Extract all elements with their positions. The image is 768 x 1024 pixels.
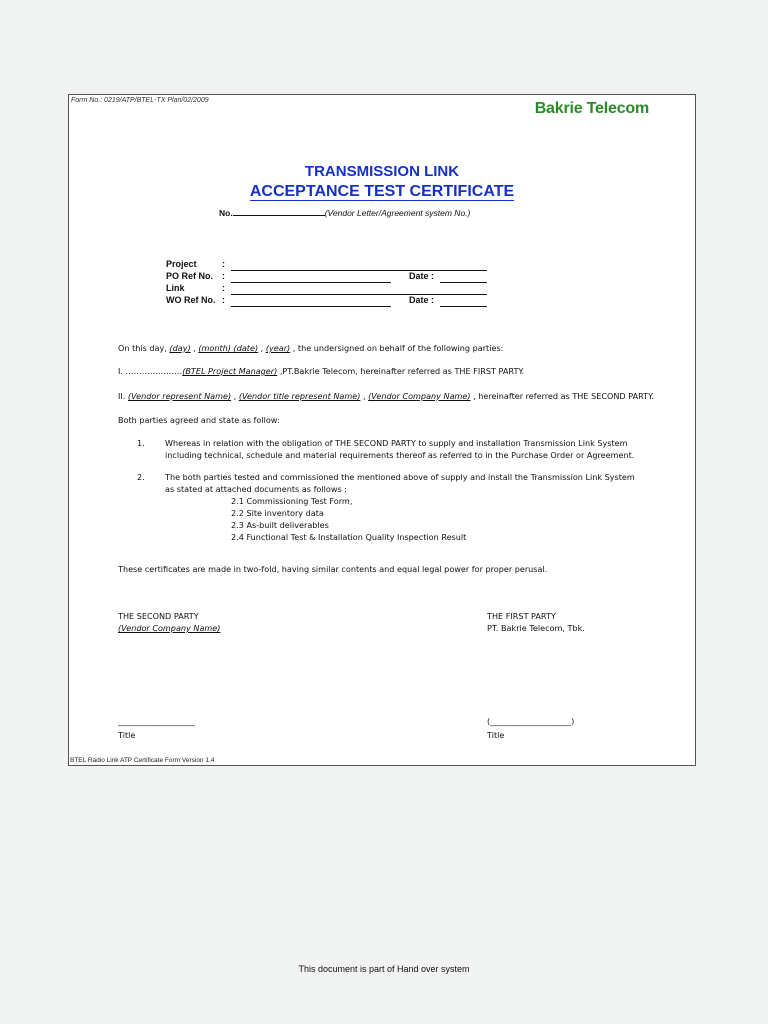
po-date-field[interactable]	[440, 282, 487, 283]
certificates-statement: These certificates are made in two-fold, having similar contents and equal legal power for proper perusal.	[118, 564, 548, 574]
second-party-suffix: , hereinafter referred as THE SECOND PARTY.	[470, 391, 654, 401]
attachment-item-2-4: 2.4 Functional Test & Installation Quality Inspection Result	[231, 532, 467, 542]
bakrie-telecom-logo: Bakrie Telecom	[534, 100, 649, 117]
form-number: Form No.: 0219/ATP/BTEL-TX Plan/02/2009	[71, 97, 209, 104]
vendor-company-placeholder: (Vendor Company Name)	[368, 391, 471, 401]
first-party-signature-line[interactable]: (____________________)	[487, 716, 575, 726]
second-party-signature-line[interactable]: ___________________	[118, 716, 195, 726]
first-party-title: Title	[487, 730, 505, 740]
item-2-number: 2.	[137, 472, 145, 482]
attachment-item-2-2: 2.2 Site inventory data	[231, 508, 324, 518]
first-party-line	[118, 366, 524, 376]
wo-ref-field[interactable]	[231, 306, 391, 307]
project-field[interactable]	[231, 270, 487, 271]
po-ref-colon: :	[222, 271, 225, 281]
wo-date-label: Date :	[409, 295, 435, 305]
wo-ref-label: WO Ref No.	[166, 295, 216, 305]
first-party-heading: THE FIRST PARTY	[487, 611, 556, 621]
intro-sep-2: ,	[258, 343, 266, 353]
handover-note: This document is part of Hand over system	[298, 964, 470, 974]
doc-no-blank	[233, 207, 325, 216]
po-date-label: Date :	[409, 271, 435, 281]
vendor-title-placeholder: (Vendor title represent Name)	[238, 391, 361, 401]
item-1-number: 1.	[137, 438, 145, 448]
item-1-line-1: Whereas in relation with the obligation of THE SECOND PARTY to supply and installation Transmission Link System	[165, 438, 628, 448]
wo-ref-colon: :	[222, 295, 225, 305]
attachment-item-2-1: 2.1 Commissioning Test Form,	[231, 496, 353, 506]
vendor-name-placeholder: (Vendor represent Name)	[127, 391, 232, 401]
doc-no-hint: (Vendor Letter/Agreement system No.)	[324, 208, 471, 218]
po-ref-field[interactable]	[231, 282, 391, 283]
first-party-company: PT. Bakrie Telecom, Tbk.	[487, 623, 585, 633]
wo-date-field[interactable]	[440, 306, 487, 307]
second-party-title: Title	[118, 730, 136, 740]
intro-paragraph	[118, 343, 503, 353]
link-field[interactable]	[231, 294, 487, 295]
item-1-line-2: including technical, schedule and material requirements thereof as referred to in the Purchase Order or Agreement.	[165, 450, 635, 460]
second-party-company	[118, 623, 220, 633]
second-party-line	[118, 391, 654, 401]
form-version: BTEL Radio Link ATP Certificate Form Version 1.4	[70, 757, 215, 764]
attachment-item-2-3: 2.3 As-built deliverables	[231, 520, 329, 530]
second-party-company-text: (Vendor Company Name)	[118, 623, 221, 633]
item-2-line-1: The both parties tested and commissioned the mentioned above of supply and install the Transmission Link System	[165, 472, 635, 482]
day-placeholder: (day)	[169, 343, 191, 353]
intro-sep-1: ,	[190, 343, 199, 353]
title-line-1: TRANSMISSION LINK	[304, 163, 460, 180]
document-number	[219, 207, 470, 218]
second-party-sep-2: ,	[360, 391, 369, 401]
first-party-prefix: I. …………………	[118, 366, 183, 376]
certificate-page	[68, 94, 696, 766]
second-party-prefix: II.	[118, 391, 128, 401]
link-label: Link	[166, 283, 185, 293]
agreed-statement: Both parties agreed and state as follow:	[118, 415, 280, 425]
title-line-2	[69, 183, 695, 201]
doc-no-label: No.	[219, 208, 233, 218]
intro-prefix: On this day,	[118, 343, 170, 353]
project-label: Project	[166, 259, 197, 269]
intro-suffix: , the undersigned on behalf of the following parties:	[290, 343, 504, 353]
second-party-sep-1: ,	[231, 391, 239, 401]
first-party-suffix: ,PT.Bakrie Telecom, hereinafter referred as THE FIRST PARTY.	[277, 366, 525, 376]
second-party-heading: THE SECOND PARTY	[118, 611, 199, 621]
title-line-2-text: ACCEPTANCE TEST CERTIFICATE	[249, 183, 515, 200]
item-2-line-2: as stated at attached documents as follows :	[165, 484, 347, 494]
project-colon: :	[222, 259, 225, 269]
link-colon: :	[222, 283, 225, 293]
btel-manager-placeholder: (BTEL Project Manager)	[182, 366, 278, 376]
po-ref-label: PO Ref No.	[166, 271, 214, 281]
month-date-placeholder: (month) (date)	[198, 343, 259, 353]
year-placeholder: (year)	[265, 343, 291, 353]
